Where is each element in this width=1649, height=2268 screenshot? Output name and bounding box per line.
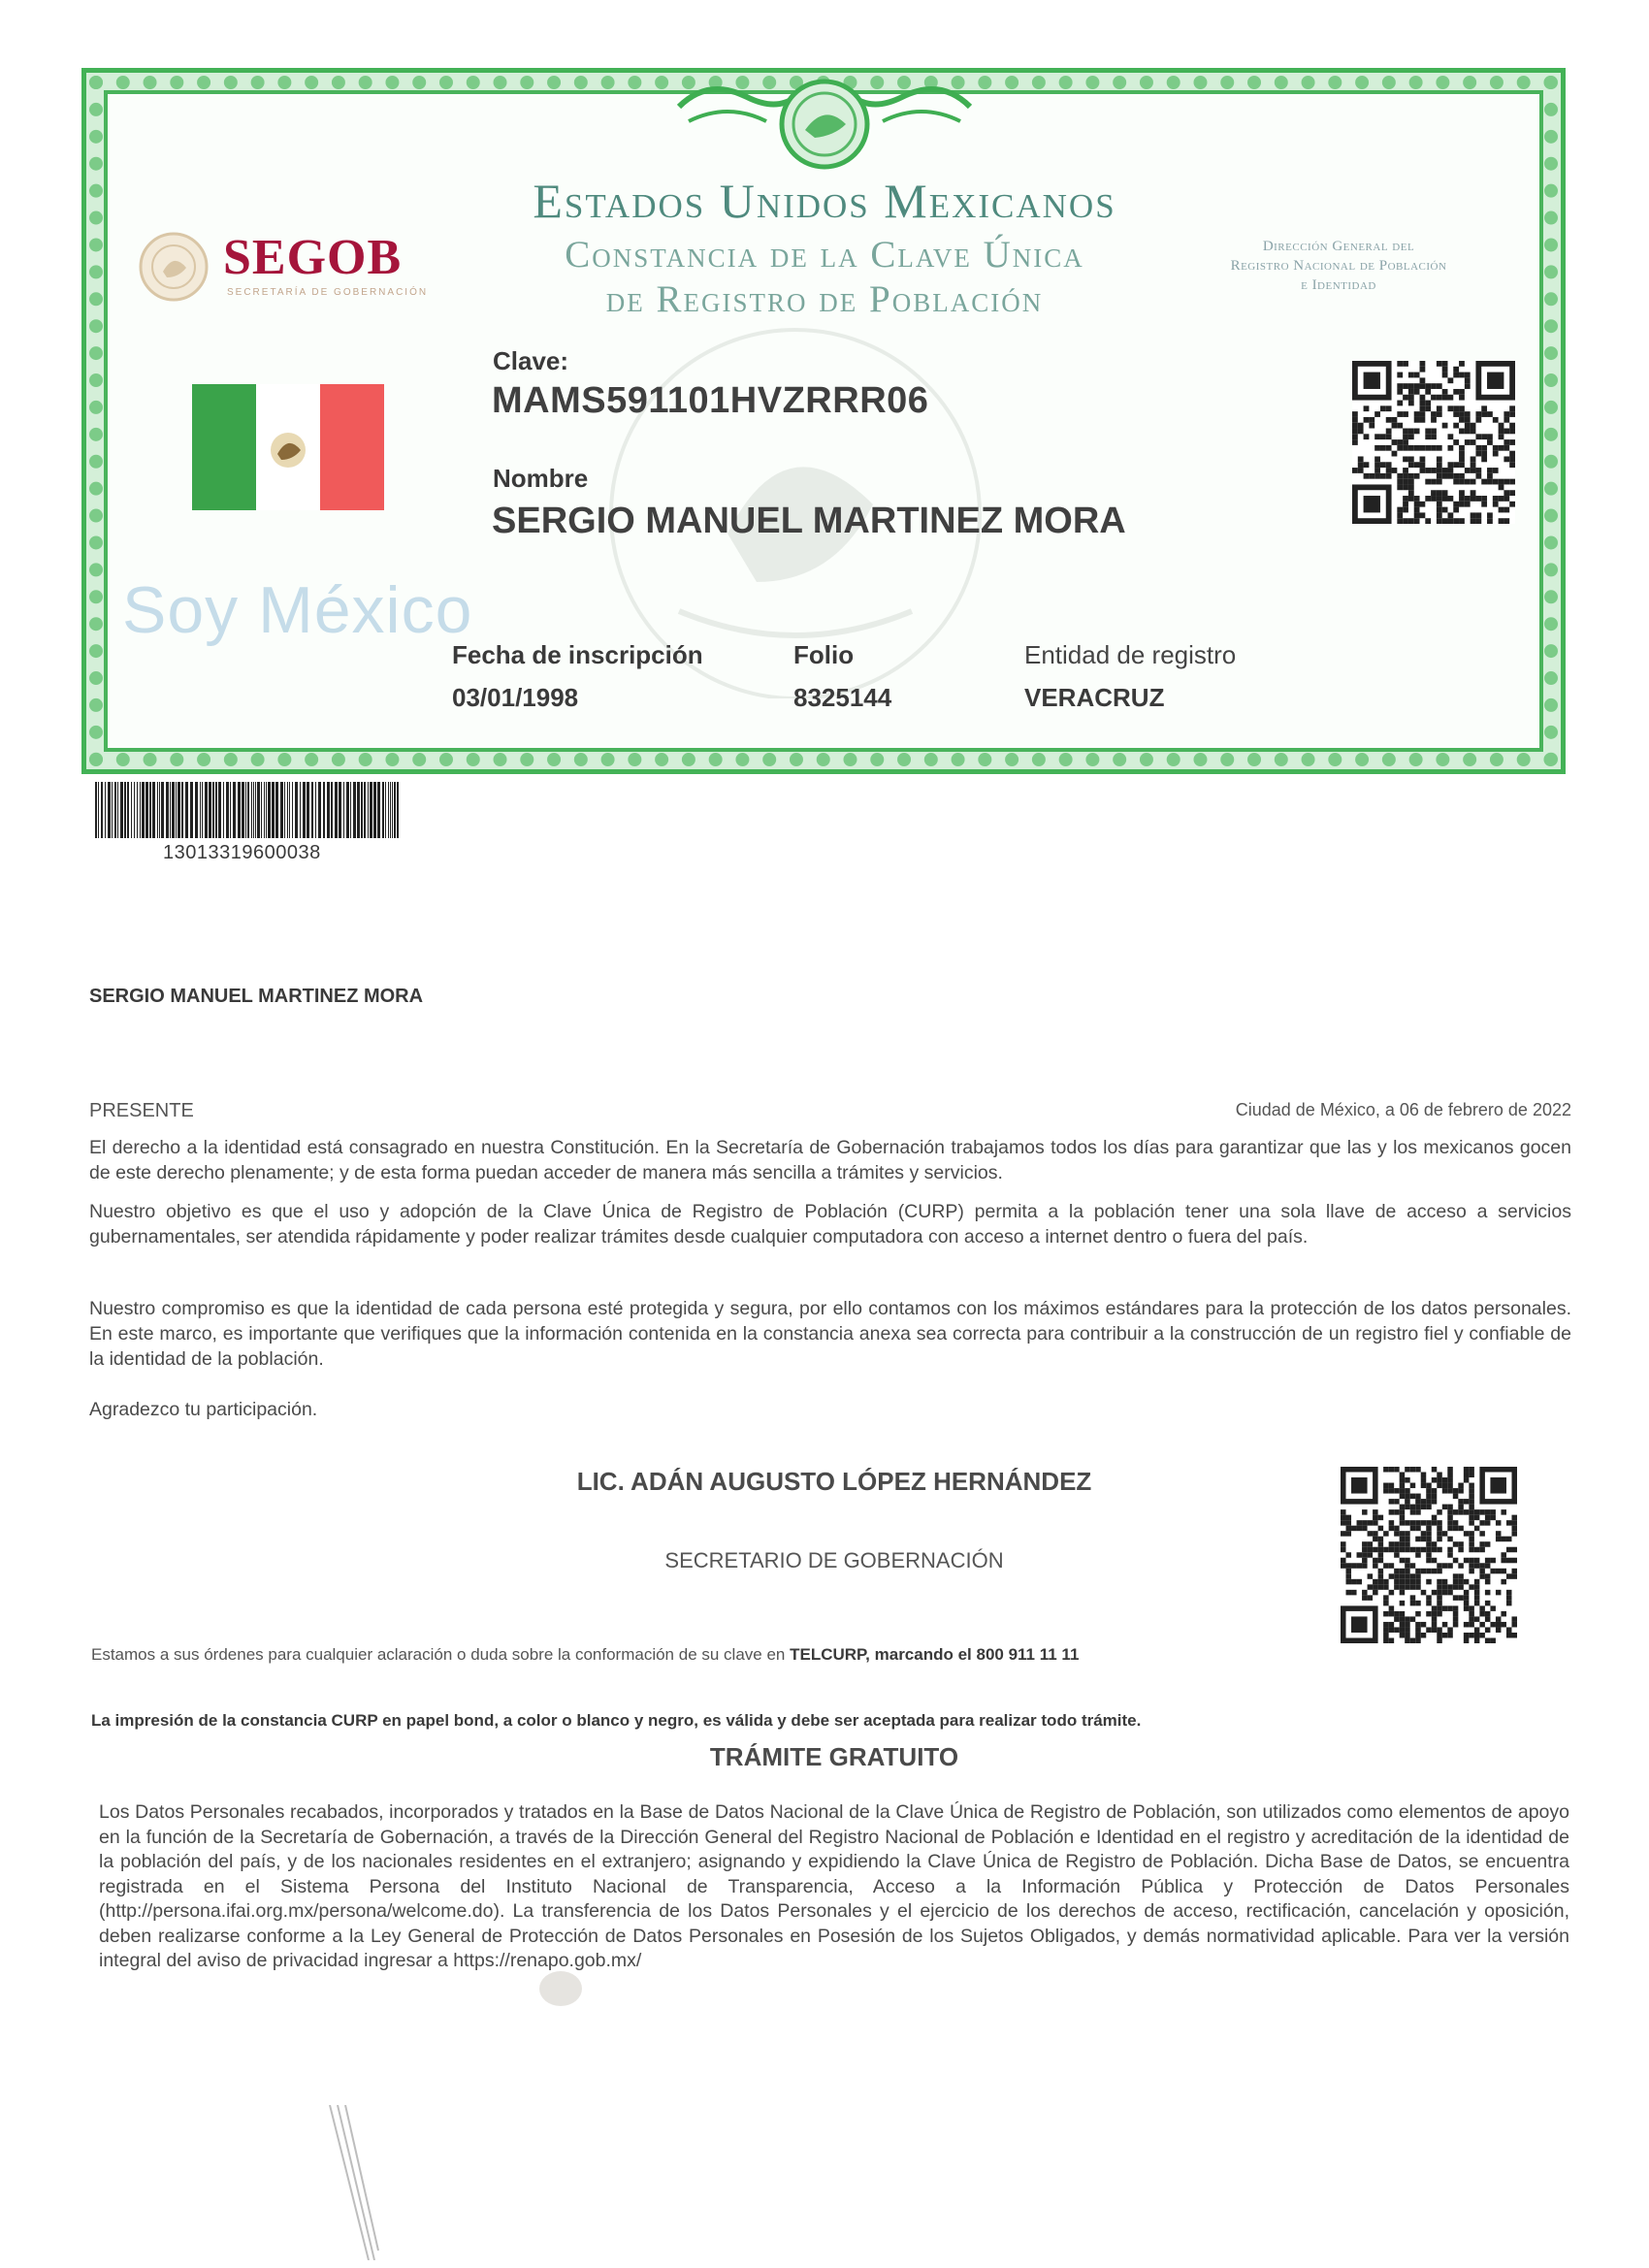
fecha-value: 03/01/1998 xyxy=(452,683,579,712)
validity-note: La impresión de la constancia CURP en papel bond, a color o blanco y negro, es válida y debe ser aceptada para realizar todo trámite. xyxy=(91,1711,1142,1730)
certificate-subtitle-line2: de Registro de Población xyxy=(605,278,1044,320)
watermark-seal-icon xyxy=(543,291,1048,698)
paragraph-3: Nuestro compromiso es que la identidad de cada persona esté protegida y segura, por ello contamos con los máximos estándares para la protección de los datos personales. En este marco, es importante que verifiques que la información contenida en la constancia anexa sea correcta para contribuir a la construcción de un registro fiel y confiable de la identidad de la población. xyxy=(89,1298,1571,1370)
place-date: Ciudad de México, a 06 de febrero de 2022 xyxy=(1235,1100,1571,1119)
segob-seal-icon xyxy=(136,229,211,305)
qr-code-icon xyxy=(1352,361,1515,524)
entidad-value: VERACRUZ xyxy=(1024,683,1165,712)
tramite-gratuito: TRÁMITE GRATUITO xyxy=(709,1742,959,1771)
qr-code-icon xyxy=(1341,1467,1517,1643)
mexican-flag-icon xyxy=(192,384,384,510)
segob-subtitle: SECRETARÍA DE GOBERNACIÓN xyxy=(227,287,429,298)
entidad-label: Entidad de registro xyxy=(1024,640,1237,669)
telcurp-phone: TELCURP, marcando el 800 911 11 11 xyxy=(790,1645,1080,1664)
coat-of-arms-crest-icon xyxy=(669,68,980,175)
barcode-number: 13013319600038 xyxy=(163,842,321,863)
paragraph-2: Nuestro objetivo es que el uso y adopción de la Clave Única de Registro de Población (CURP) permita a la población tener una sola llave de acceso a servicios gubernamentales, ser atendida rápidamente y poder realizar trámites desde cualquier computadora con acceso a internet dentro o fuera del país. xyxy=(89,1201,1571,1247)
scan-mark xyxy=(310,2105,427,2260)
nombre-label: Nombre xyxy=(493,464,589,493)
dg-line-3: e Identidad xyxy=(1301,277,1376,293)
barcode-icon xyxy=(95,782,402,838)
signatory-position: SECRETARIO DE GOBERNACIÓN xyxy=(664,1548,1004,1572)
nombre-value: SERGIO MANUEL MARTINEZ MORA xyxy=(492,501,1126,541)
privacy-notice: Los Datos Personales recabados, incorporados y tratados en la Base de Datos Nacional de la Clave Única de Registro de Población, son utilizados como elementos de apoyo en la función de la Secretaría de Gobernación, a través de la Dirección General del Registro Nacional de Población e Identidad en el registro y acreditación de la identidad de la población del país, y de los nacionales residentes en el extranjero; asignando y expidiendo la Clave Única de Registro de Población. Dicha Base de Datos, se encuentra registrada en el Sistema Persona del Instituto Nacional de Transparencia, Acceso a la Información Pública y Protección de Datos Personales (http://persona.ifai.org.mx/persona/welcome.do). La transferencia de los Datos Personales y el ejercicio de los derechos de acceso, rectificación, cancelación y oposición, deben realizarse conforme a la Ley General de Protección de Datos Personales en Posesión de los Sujetos Obligados, y demás normatividad aplicable. Para ver la versión integral del aviso de privacidad ingresar a https://renapo.gob.mx/ xyxy=(99,1801,1569,1971)
presente-label: PRESENTE xyxy=(89,1100,194,1121)
dg-line-1: Dirección General del xyxy=(1262,239,1415,254)
dg-line-2: Registro Nacional de Población xyxy=(1230,258,1447,274)
segob-logo-text: SEGOB xyxy=(223,230,403,285)
clave-value: MAMS591101HVZRRR06 xyxy=(492,380,929,421)
fecha-label: Fecha de inscripción xyxy=(452,640,703,669)
certificate-title: Estados Unidos Mexicanos xyxy=(533,174,1116,228)
contact-line xyxy=(91,1645,1079,1665)
folio-label: Folio xyxy=(793,640,855,669)
addressee-name: SERGIO MANUEL MARTINEZ MORA xyxy=(89,986,424,1007)
scan-smudge xyxy=(532,1961,590,2016)
paragraph-1: El derecho a la identidad está consagrado en nuestra Constitución. En la Secretaría de Gobernación trabajamos todos los días para garantizar que las y los mexicanos gocen de este derecho plenamente; y de esta forma puedan acceder de manera más sencilla a trámites y servicios. xyxy=(89,1137,1571,1183)
folio-value: 8325144 xyxy=(793,683,892,712)
paragraph-4: Agradezco tu participación. xyxy=(89,1399,318,1420)
soy-mexico-watermark: Soy México xyxy=(122,573,473,647)
contact-text: Estamos a sus órdenes para cualquier aclaración o duda sobre la conformación de su clave en xyxy=(91,1645,791,1664)
clave-label: Clave: xyxy=(493,346,569,375)
certificate-subtitle-line1: Constancia de la Clave Única xyxy=(565,234,1084,275)
signatory-name: LIC. ADÁN AUGUSTO LÓPEZ HERNÁNDEZ xyxy=(576,1467,1092,1496)
